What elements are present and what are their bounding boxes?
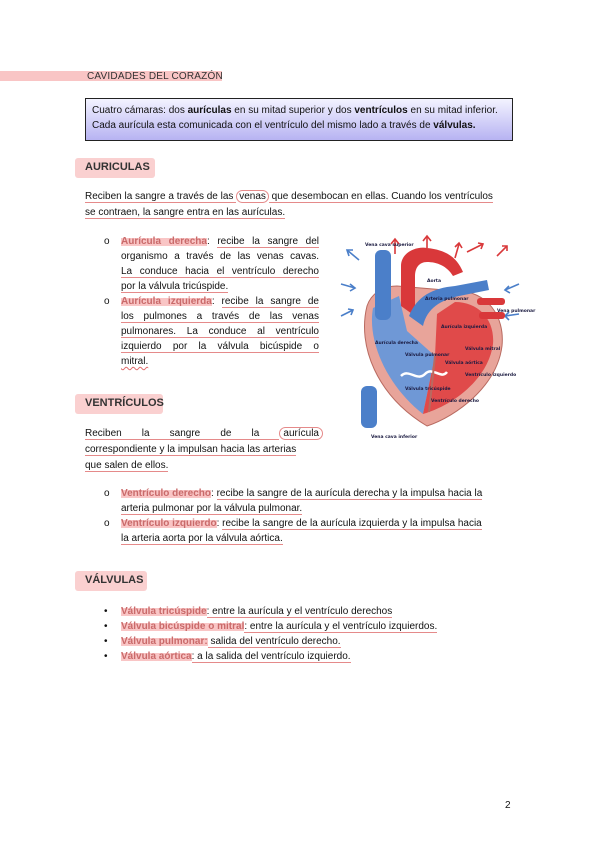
pulmonary-vein-1 <box>477 298 505 305</box>
section-heading-ventriculos: VENTRÍCULOS <box>85 397 164 409</box>
valvulas-list <box>104 604 521 664</box>
list-item: • Válvula bicúspide o mitral: entre la aurícula y el ventrículo izquierdos. <box>104 621 438 632</box>
section-heading-valvulas: VÁLVULAS <box>85 574 143 586</box>
arrow-out-1 <box>497 246 507 256</box>
label-vena-cava-superior: Vena cava superior <box>365 243 414 248</box>
vena-cava-inferior <box>361 386 377 428</box>
label-valvula-tricuspide: Válvula tricúspide <box>405 387 451 392</box>
auriculas-paragraph: Reciben la sangre a través de las venas que desembocan en ellas. Cuando los ventrículos se contraen, la sangre entra en las aurículas. <box>85 191 493 218</box>
label-auricula-derecha: Aurícula derecha <box>375 341 418 346</box>
label-auricula-izquierda: Aurícula izquierda <box>441 325 488 330</box>
label-vena-pulmonar: Vena pulmonar <box>497 309 536 314</box>
list-item: • Válvula pulmonar: salida del ventrículo derecho. <box>104 636 341 647</box>
ventriculos-list <box>104 486 521 546</box>
list-item: o Aurícula derecha: recibe la sangre del organismo a través de las venas cavas. La conduce hacia el ventrículo derecho por la válvula tricúspide. <box>104 236 319 292</box>
list-item: • Válvula tricúspide: entre la aurícula y el ventrículo derechos <box>104 606 393 617</box>
label-valvula-pulmonar: Válvula pulmonar <box>405 353 450 358</box>
label-aorta: Aorta <box>427 279 441 284</box>
list-item: • Válvula aórtica: a la salida del ventrículo izquierdo. <box>104 651 351 662</box>
label-vena-cava-inferior: Vena cava inferior <box>371 435 418 440</box>
list-item: o Ventrículo derecho: recibe la sangre de la aurícula derecha y la impulsa hacia la arteria pulmonar por la válvula pulmonar. <box>104 488 483 514</box>
list-item: o Ventrículo izquierdo: recibe la sangre de la aurícula izquierda y la impulsa hacia la arteria aorta por la válvula aórtica. <box>104 518 482 544</box>
page-title: CAVIDADES DEL CORAZÓN <box>87 71 223 82</box>
ventriculos-paragraph: Reciben la sangre de la aurícula correspondiente y la impulsan hacia las arterias que salen de ellos. <box>85 426 323 474</box>
label-arteria-pulmonar: Arteria pulmonar <box>425 297 469 302</box>
intro-box <box>85 98 513 141</box>
intro-line-2: Cada aurícula esta comunicada con el ventrículo del mismo lado a través de válvulas. <box>92 120 476 131</box>
intro-line-1: Cuatro cámaras: dos aurículas en su mitad superior y dos ventrículos en su mitad inferior. <box>92 105 498 116</box>
label-ventriculo-derecho: Ventrículo derecho <box>431 399 479 404</box>
label-valvula-aortica: Válvula aórtica <box>445 361 483 366</box>
section-heading-auriculas: AURICULAS <box>85 161 150 173</box>
label-valvula-mitral: Válvula mitral <box>465 347 501 352</box>
vena-cava-superior <box>375 250 391 320</box>
label-ventriculo-izquierdo: Ventrículo izquierdo <box>465 373 517 378</box>
heart-diagram <box>337 236 536 446</box>
auriculas-list <box>104 234 319 369</box>
list-item: o Aurícula izquierda: recibe la sangre de los pulmones a través de las venas pulmonares. La conduce al ventrículo izquierdo por la válvula bicúspide o mitral. <box>104 296 319 367</box>
page-number: 2 <box>505 800 511 811</box>
